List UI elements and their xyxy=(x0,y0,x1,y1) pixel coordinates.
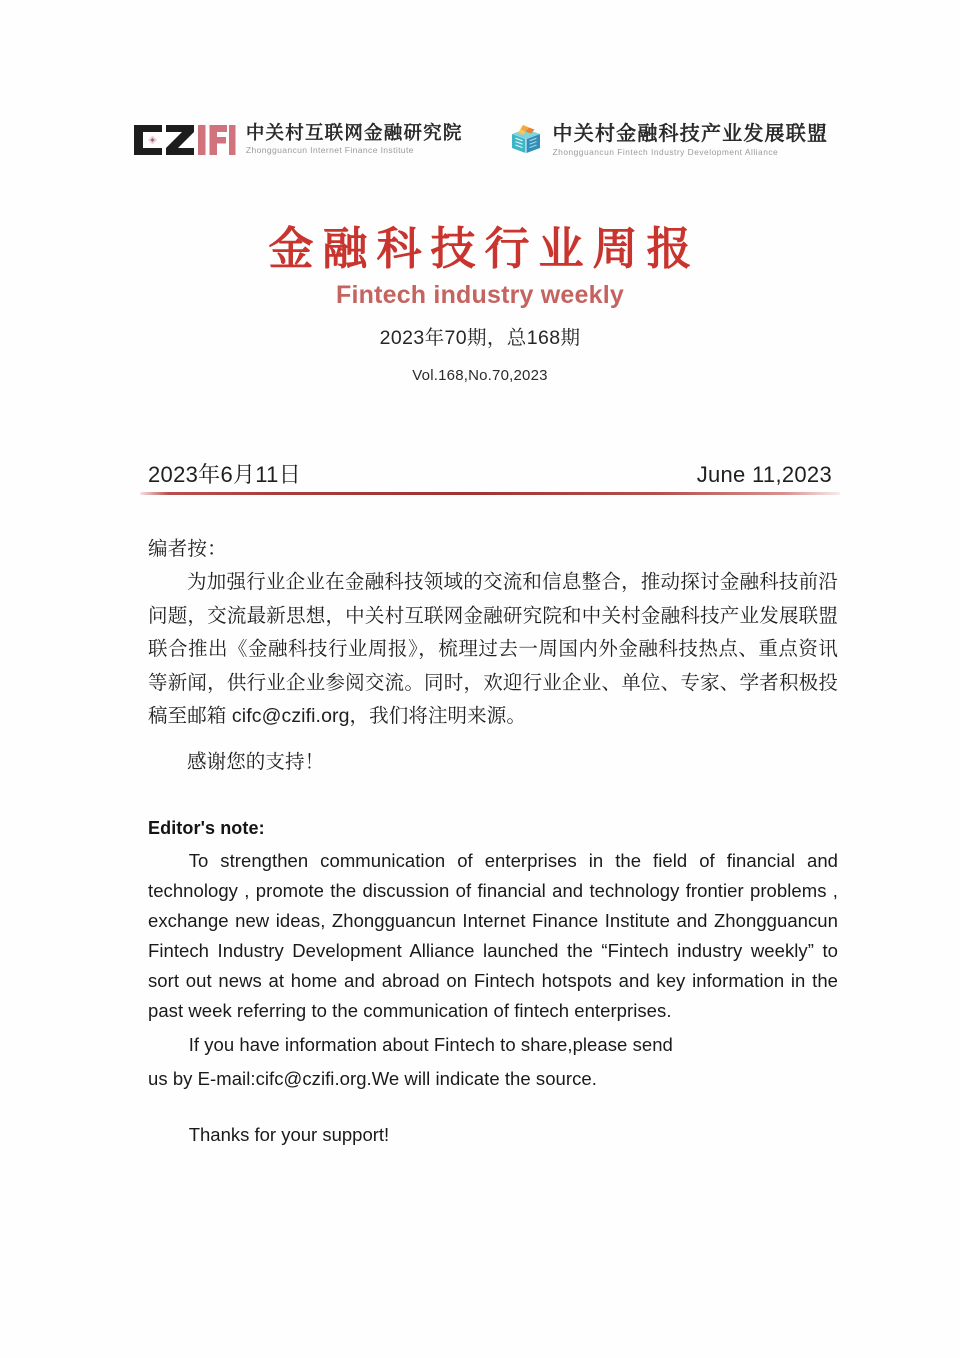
date-en: June 11,2023 xyxy=(696,462,832,487)
header-logo-row xyxy=(0,108,960,172)
czifi-logo-text xyxy=(245,121,463,156)
masthead xyxy=(0,222,960,385)
page-title-en: Fintech industry weekly xyxy=(335,281,624,310)
czifi-institute-logo xyxy=(132,122,463,158)
date-divider-rule xyxy=(140,492,840,495)
date-cn: 2023年6月11日 xyxy=(148,462,302,487)
editors-note-paragraph-cn: 为加强行业企业在金融科技领域的交流和信息整合，推动探讨金融科技前沿问题，交流最新思想，中关村互联网金融研究院和中关村金融科技产业发展联盟联合推出《金融科技行业周报》，梳理过去一周国内外金融科技热点、重点资讯等新闻，供行业企业参阅交流。同时，欢迎行业企业、单位、专家、学者积极投稿至邮箱 cifc@czifi.org，我们将注明来源。 xyxy=(148,571,838,728)
alliance-logo xyxy=(509,123,829,157)
page-title-cn: 金融科技行业周报 xyxy=(268,222,701,275)
czifi-name-en: Zhongguancun Internet Finance Institute xyxy=(245,145,414,156)
issue-number-cn: 2023年70期，总168期 xyxy=(379,326,581,349)
issue-number-en: Vol.168,No.70,2023 xyxy=(412,367,548,385)
czifi-wordmark-icon xyxy=(132,122,236,158)
document-body xyxy=(148,534,838,1150)
editors-note-contact-line-1-en: If you have information about Fintech to share,please send xyxy=(188,1034,673,1056)
editors-note-thanks-en: Thanks for your support! xyxy=(188,1124,390,1146)
editors-note-contact-line-2-en: us by E-mail:cifc@czifi.org.We will indicate the source. xyxy=(148,1068,597,1090)
alliance-name-cn: 中关村金融科技产业发展联盟 xyxy=(552,122,829,145)
editors-note-label-cn: 编者按： xyxy=(148,538,227,560)
alliance-cube-book-icon xyxy=(509,123,543,157)
alliance-logo-text xyxy=(553,124,829,156)
editors-note-thanks-cn: 感谢您的支持！ xyxy=(187,750,325,773)
czifi-name-cn: 中关村互联网金融研究院 xyxy=(245,121,463,143)
alliance-name-en: Zhongguancun Fintech Industry Development Alliance xyxy=(552,146,779,157)
date-bar xyxy=(148,458,832,489)
editors-note-paragraph-en: To strengthen communication of enterprises in the field of financial and technology , promote the discussion of financial and technology frontier problems , exchange new ideas, Zhongguancun Internet Finance Institute and Zhongguancun Fintech Industry Development Alliance launched the “Fintech industry weekly” to sort out news at home and abroad on Fintech hotspots and key information in the past week referring to the communication of fintech enterprises. xyxy=(148,850,838,1022)
editors-note-label-en: Editor's note: xyxy=(148,818,265,839)
